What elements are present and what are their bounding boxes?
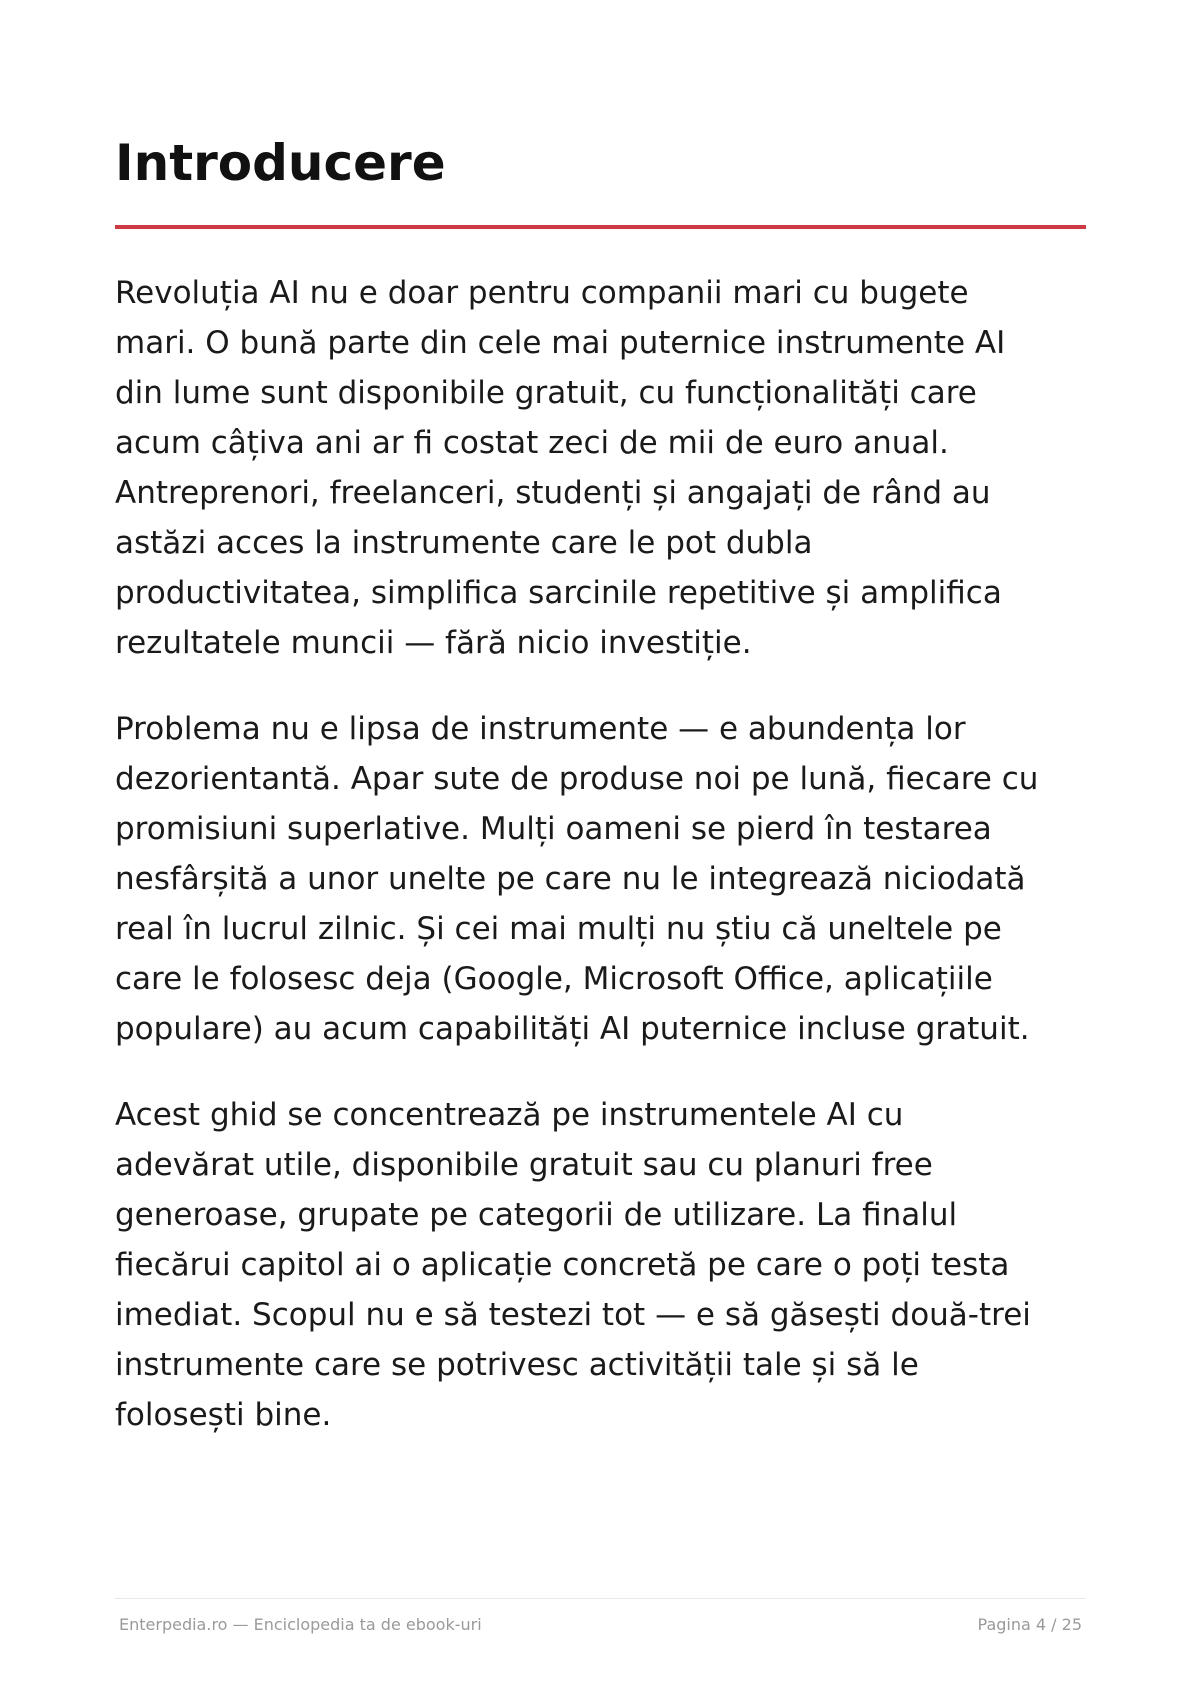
- page-title: Introducere: [115, 134, 446, 192]
- footer-site-name: Enterpedia.ro — Enciclopedia ta de ebook-uri: [119, 1615, 482, 1634]
- text-line: adevărat utile, disponibile gratuit sau cu planuri free: [115, 1147, 933, 1183]
- text-line: nesfârșită a unor unelte pe care nu le integrează niciodată: [115, 861, 1026, 897]
- footer-divider: [115, 1598, 1086, 1599]
- text-line: mari. O bună parte din cele mai puternice instrumente AI: [115, 325, 1006, 361]
- text-line: rezultatele muncii — fără nicio investiție.: [115, 625, 752, 661]
- footer-page-number: Pagina 4 / 25: [977, 1615, 1082, 1634]
- paragraph-3: [115, 1090, 1095, 1440]
- text-line: din lume sunt disponibile gratuit, cu funcționalități care: [115, 375, 977, 411]
- text-line: astăzi acces la instrumente care le pot dubla: [115, 525, 813, 561]
- text-line: real în lucrul zilnic. Și cei mai mulți nu știu că uneltele pe: [115, 911, 1002, 947]
- text-line: instrumente care se potrivesc activității tale și să le: [115, 1347, 919, 1383]
- text-line: folosești bine.: [115, 1397, 332, 1433]
- text-line: care le folosesc deja (Google, Microsoft Office, aplicațiile: [115, 961, 993, 997]
- text-line: Antreprenori, freelanceri, studenți și angajați de rând au: [115, 475, 991, 511]
- text-line: fiecărui capitol ai o aplicație concretă pe care o poți testa: [115, 1247, 1010, 1283]
- text-line: populare) au acum capabilități AI puternice incluse gratuit.: [115, 1011, 1030, 1047]
- text-line: acum câțiva ani ar fi costat zeci de mii de euro anual.: [115, 425, 949, 461]
- text-line: Problema nu e lipsa de instrumente — e abundența lor: [115, 711, 966, 747]
- text-line: generoase, grupate pe categorii de utilizare. La finalul: [115, 1197, 958, 1233]
- text-line: Revoluția AI nu e doar pentru companii mari cu bugete: [115, 275, 969, 311]
- title-divider: [115, 225, 1086, 229]
- text-line: Acest ghid se concentrează pe instrumentele AI cu: [115, 1097, 904, 1133]
- text-line: imediat. Scopul nu e să testezi tot — e să găsești două-trei: [115, 1297, 1031, 1333]
- body-text: [115, 268, 1095, 1476]
- paragraph-2: [115, 704, 1095, 1054]
- text-line: dezorientantă. Apar sute de produse noi pe lună, fiecare cu: [115, 761, 1039, 797]
- paragraph-1: [115, 268, 1095, 668]
- text-line: productivitatea, simplifica sarcinile repetitive și amplifica: [115, 575, 1002, 611]
- text-line: promisiuni superlative. Mulți oameni se pierd în testarea: [115, 811, 992, 847]
